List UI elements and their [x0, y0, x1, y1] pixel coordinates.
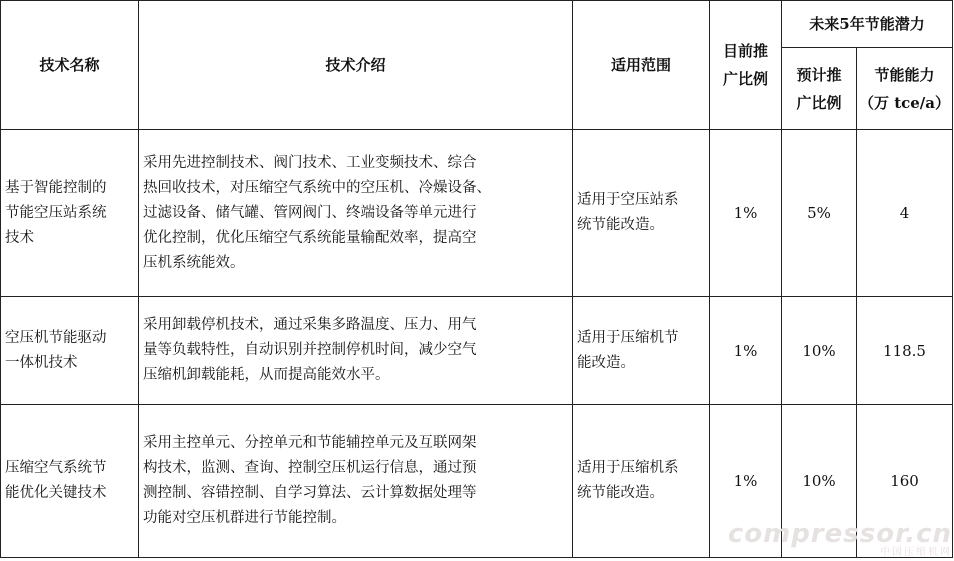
scope-line: 能改造。	[577, 354, 635, 371]
capacity-cell: 160	[857, 405, 953, 558]
tech-name-line: 能优化关键技术	[5, 485, 107, 501]
tech-name-line: 基于智能控制的	[5, 179, 107, 196]
header-tech-name: 技术名称	[1, 1, 139, 130]
scope-line: 适用于空压站系	[577, 192, 679, 208]
tech-intro-line: 功能对空压机群进行节能控制。	[143, 510, 346, 526]
tech-name-line: 压缩空气系统节	[5, 460, 107, 476]
tech-intro-cell	[139, 297, 573, 405]
tech-name-line: 节能空压站系统	[5, 204, 107, 221]
capacity-cell: 118.5	[857, 297, 953, 405]
tech-name-cell	[1, 405, 139, 558]
scope-line: 统节能改造。	[577, 485, 664, 501]
tech-intro-line: 采用先进控制技术、阀门技术、工业变频技术、综合	[143, 154, 477, 171]
future-ratio-cell: 10%	[782, 405, 857, 558]
tech-intro-line: 热回收技术，对压缩空气系统中的空压机、冷燥设备、	[143, 179, 491, 196]
capacity-cell: 4	[857, 130, 953, 297]
scope-line: 适用于压缩机节	[577, 329, 679, 346]
future-ratio-cell: 10%	[782, 297, 857, 405]
future-ratio-cell: 5%	[782, 130, 857, 297]
tech-intro-cell	[139, 405, 573, 558]
header-future-ratio-line-2: 广比例	[796, 93, 842, 112]
tech-name-line: 技术	[5, 229, 34, 246]
header-capacity-line-2: （万 tce/a）	[858, 93, 951, 112]
scope-cell	[573, 405, 710, 558]
header-current-ratio-line-2: 广比例	[722, 70, 768, 88]
tech-intro-line: 量等负载特性，自动识别并控制停机时间，减少空气	[143, 342, 477, 358]
current-ratio-cell: 1%	[710, 405, 782, 558]
scope-cell	[573, 297, 710, 405]
header-capacity	[857, 48, 953, 130]
header-future-potential: 未来5年节能潜力	[782, 1, 953, 48]
header-current-ratio	[710, 1, 782, 130]
tech-name-cell	[1, 297, 139, 405]
tech-name-line: 空压机节能驱动	[5, 329, 107, 346]
tech-intro-line: 优化控制，优化压缩空气系统能量输配效率，提高空	[143, 229, 477, 246]
header-scope: 适用范围	[573, 1, 710, 130]
tech-intro-line: 过滤设备、储气罐、管网阀门、终端设备等单元进行	[143, 204, 477, 221]
tech-intro-line: 采用主控单元、分控单元和节能辅控单元及互联网架	[143, 435, 477, 451]
current-ratio-cell: 1%	[710, 130, 782, 297]
tech-intro-line: 测控制、容错控制、自学习算法、云计算数据处理等	[143, 485, 477, 501]
tech-name-line: 一体机技术	[5, 354, 78, 371]
tech-intro-line: 压缩机卸载能耗，从而提高能效水平。	[143, 367, 390, 383]
table-row	[1, 297, 953, 405]
current-ratio-cell: 1%	[710, 297, 782, 405]
table-row	[1, 130, 953, 297]
header-capacity-line-1: 节能能力	[874, 65, 935, 84]
tech-intro-line: 构技术，监测、查询、控制空压机运行信息，通过预	[143, 460, 477, 476]
tech-intro-line: 压机系统能效。	[143, 254, 245, 271]
watermark-logo-subtext: 中国压缩机网	[880, 547, 952, 558]
header-future-ratio	[782, 48, 857, 130]
tech-name-cell	[1, 130, 139, 297]
table-row	[1, 405, 953, 558]
tech-intro-line: 采用卸载停机技术，通过采集多路温度、压力、用气	[143, 317, 477, 333]
header-current-ratio-line-1: 目前推	[722, 42, 768, 60]
scope-line: 适用于压缩机系	[577, 460, 679, 476]
header-tech-intro: 技术介绍	[139, 1, 573, 130]
tech-intro-cell	[139, 130, 573, 297]
scope-line: 统节能改造。	[577, 217, 664, 233]
header-future-ratio-line-1: 预计推	[796, 65, 842, 84]
scope-cell	[573, 130, 710, 297]
watermark-logo-text: compressor.cn	[727, 519, 952, 549]
